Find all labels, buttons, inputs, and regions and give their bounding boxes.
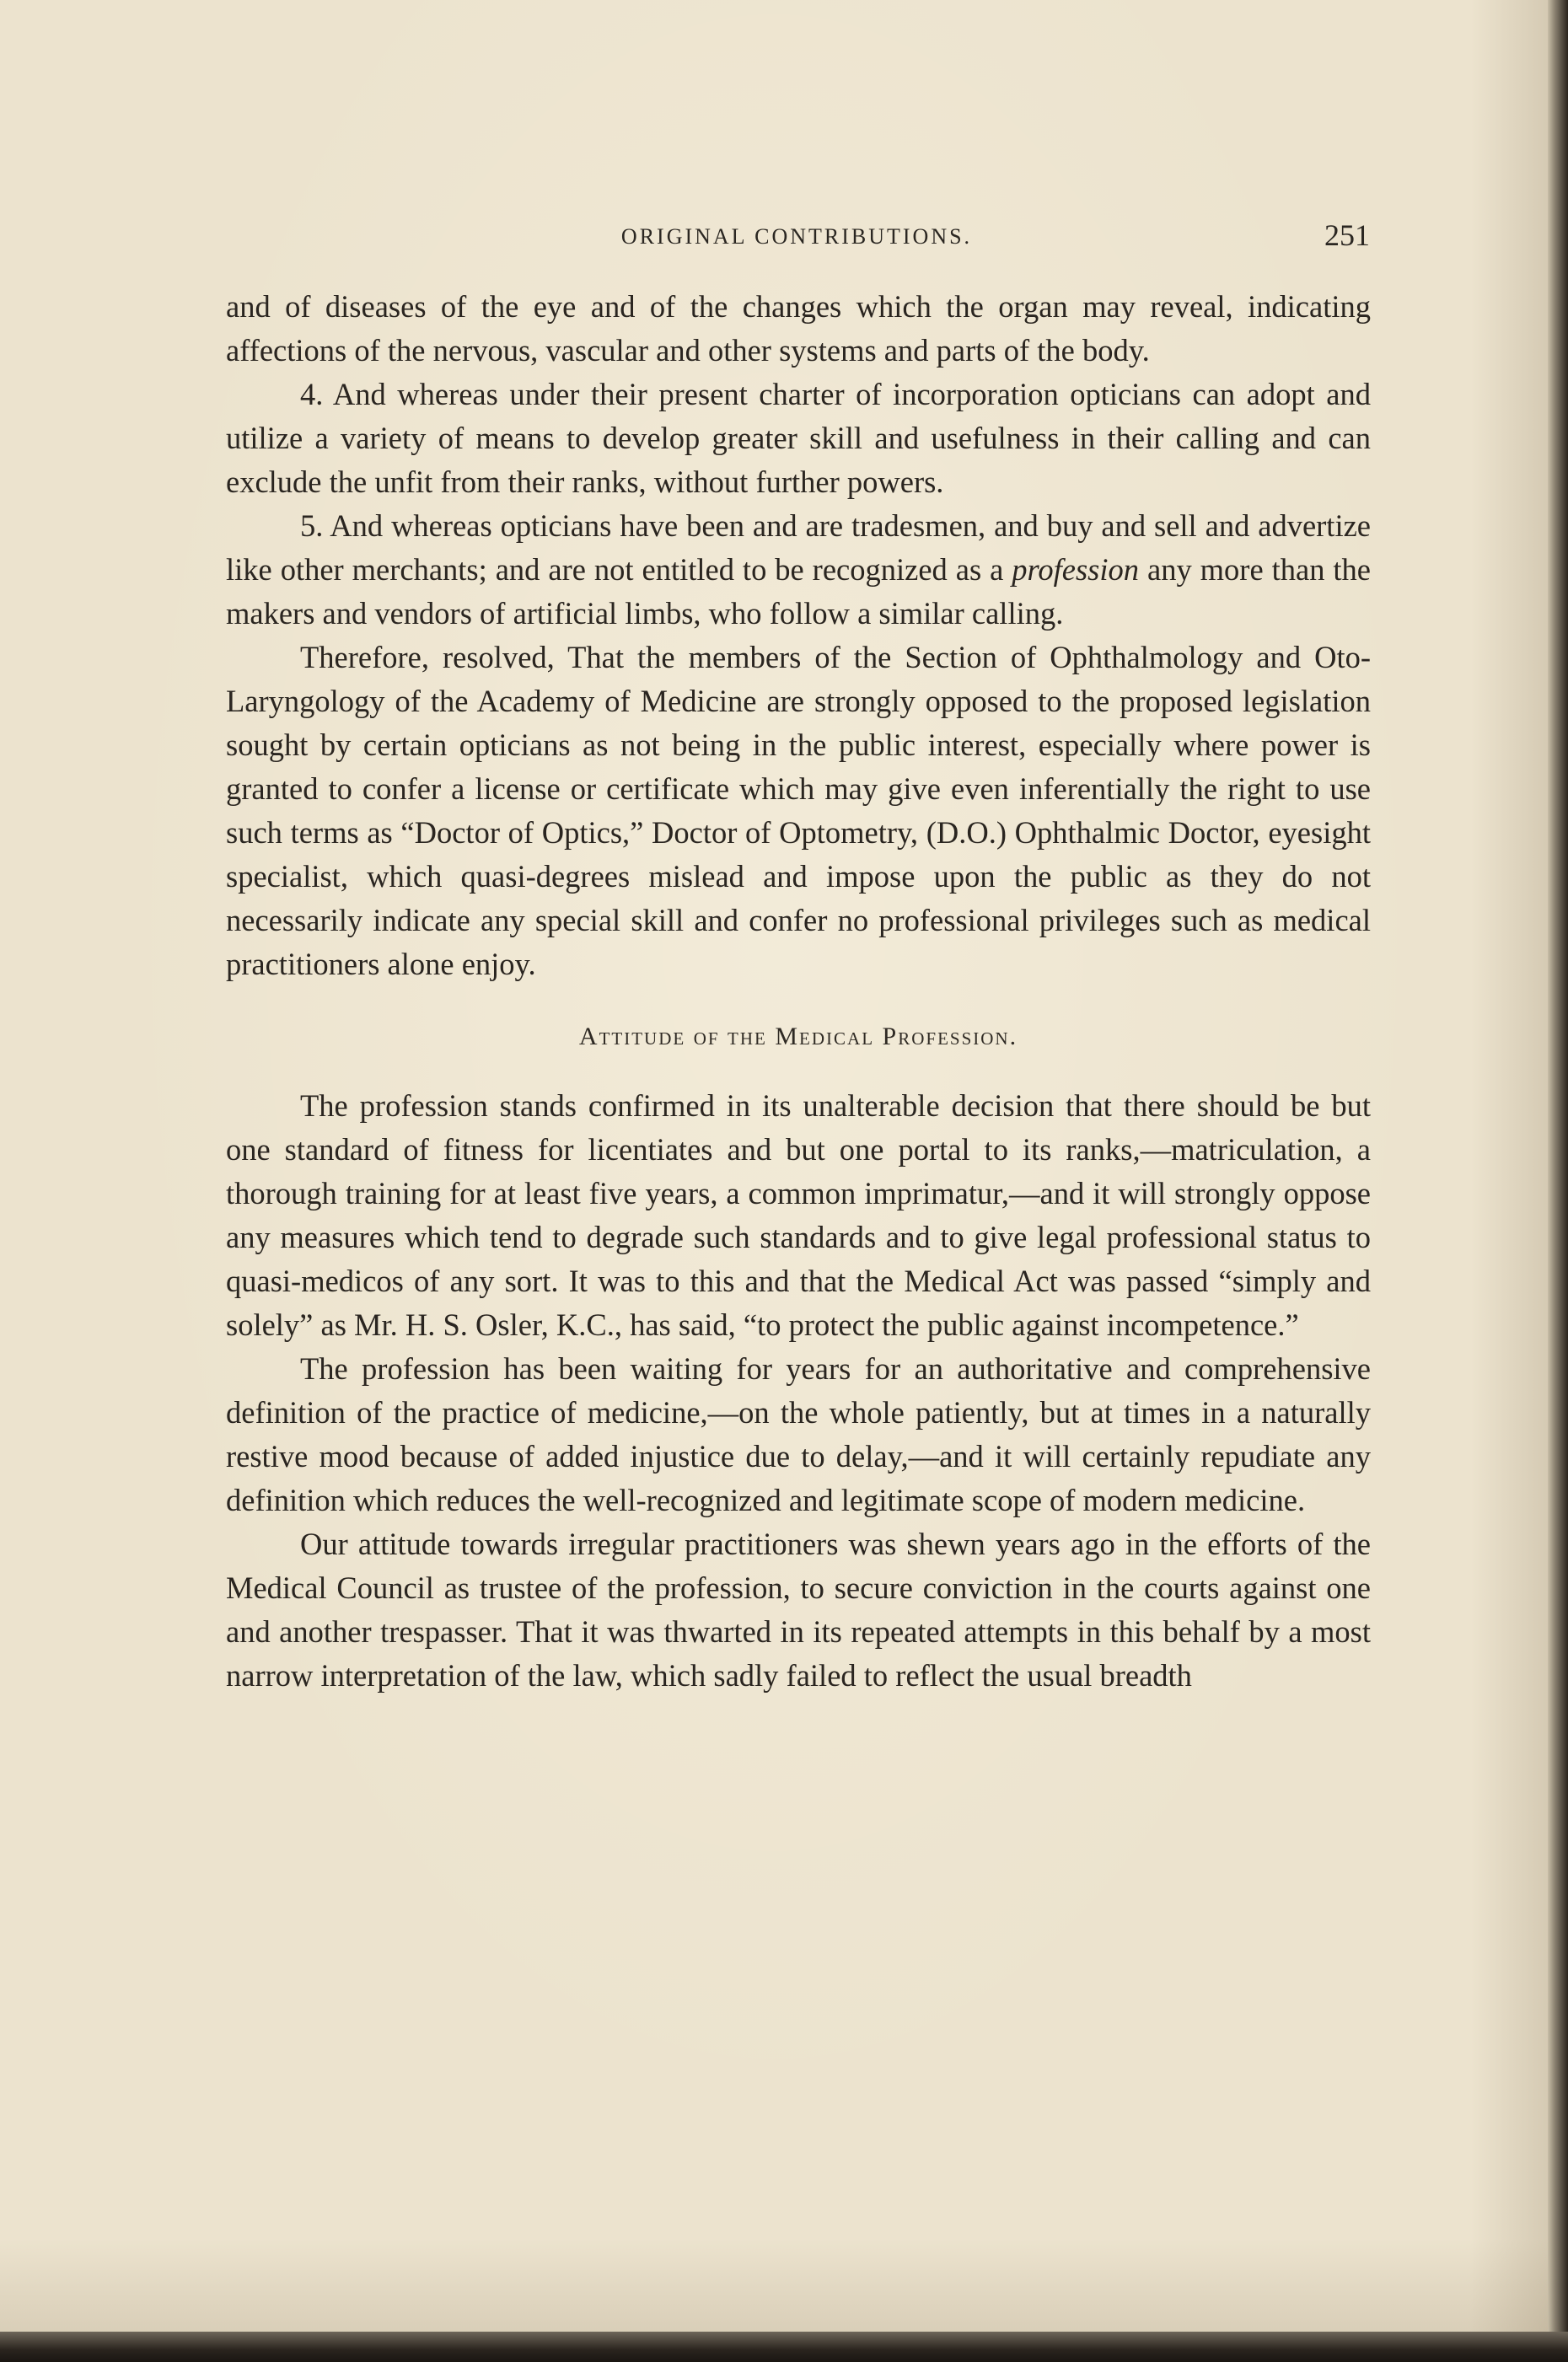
paragraph-5-rest: any more than the makers and vendors of artificial limbs, who follow a similar calling. [226,552,1371,631]
section-paragraph-2: The profession has been waiting for years for an authoritative and comprehensive definition of the practice of medicine,—on the whole patiently, but at times in a naturally restive mood because of added injustice due to delay,—and it will certainly repudiate any definition which reduces the well-recognized and legitimate scope of modern medicine. [226,1351,1371,1517]
body-text [226,285,1371,1698]
running-title: ORIGINAL CONTRIBUTIONS. [620,224,973,249]
page-edge-bottom [0,2332,1568,2362]
resolution-paragraph: Therefore, resolved, That the members of the Section of Ophthalmology and Oto-Laryngology of the Academy of Medicine are strongly opposed to the proposed legislation sought by certain opticians as not being in the public interest, especially where power is granted to confer a license or certificate which may give even inferentially the right to use such terms as “Doctor of Optics,” Doctor of Optometry, (D.O.) Ophthalmic Doctor, eyesight specialist, which quasi-degrees mislead and impose upon the public as they do not necessarily indicate any special skill and confer no professional privileges such as medical practitioners alone enjoy. [226,640,1371,981]
page-number: 251 [1324,218,1370,252]
paragraph-5-italic-term: profession [1012,552,1140,587]
page-edge-right [1548,0,1568,2362]
running-head [223,217,1370,255]
paragraph-4: 4. And whereas under their present charter of incorporation opticians can adopt and utilize a variety of means to develop greater skill and usefulness in their calling and can exclude the unfit from their ranks, without further powers. [226,377,1371,499]
paragraph-5-text: 5. And whereas opticians have been and are tradesmen, and buy and sell and advertize like other merchants; and are not entitled to be recognized as a [226,508,1371,587]
section-heading: Attitude of the Medical Profession. [578,1023,1018,1050]
section-paragraph-1: The profession stands confirmed in its unalterable decision that there should be but one standard of fitness for licentiates and but one portal to its ranks,—matriculation, a thorough training for at least five years, a common imprimatur,—and it will strongly oppose any measures which tend to degrade such standards and to give legal professional status to quasi-medicos of any sort. It was to this and that the Medical Act was passed “simply and solely” as Mr. H. S. Osler, K.C., has said, “to protect the public against incompetence.” [226,1088,1371,1342]
paragraph-5 [226,504,1371,636]
paragraph-continuation: and of diseases of the eye and of the changes which the organ may reveal, indicating affections of the nervous, vascular and other systems and parts of the body. [226,289,1371,368]
section-paragraph-3: Our attitude towards irregular practitioners was shewn years ago in the efforts of the Medical Council as trustee of the profession, to secure conviction in the courts against one and another trespasser. That it was thwarted in its repeated attempts in this behalf by a most narrow interpretation of the law, which sadly failed to reflect the usual breadth [226,1527,1371,1693]
